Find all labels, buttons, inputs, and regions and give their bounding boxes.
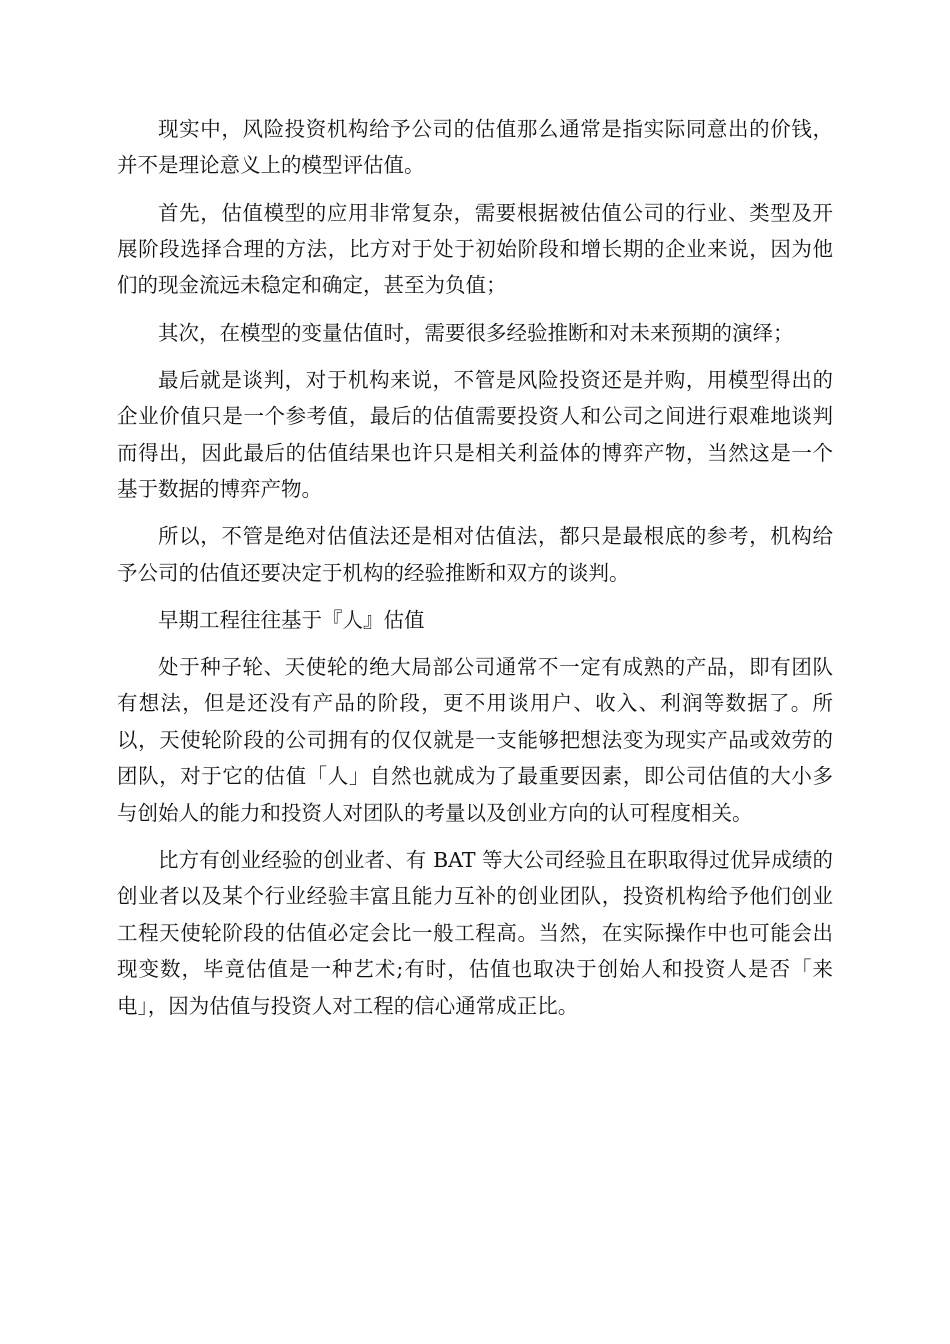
paragraph-first-model-complexity: 首先，估值模型的应用非常复杂，需要根据被估值公司的行业、类型及开展阶段选择合理的方法，比方对于处于初始阶段和增长期的企业来说，因为他们的现金流远未稳定和确定，甚至为负值；	[117, 200, 833, 298]
paragraph-second-variables: 其次，在模型的变量估值时，需要很多经验推断和对未来预期的演绎；	[158, 320, 794, 345]
paragraph-valuation-reality: 现实中，风险投资机构给予公司的估值那么通常是指实际同意出的价钱，并不是理论意义上的模型评估值。	[117, 117, 833, 178]
paragraph-conclusion: 所以，不管是绝对估值法还是相对估值法，都只是最根底的参考，机构给予公司的估值还要决定于机构的经验推断和双方的谈判。	[117, 524, 833, 585]
paragraph-seed-angel-stage: 处于种子轮、天使轮的绝大局部公司通常不一定有成熟的产品，即有团队有想法，但是还没有产品的阶段，更不用谈用户、收入、利润等数据了。所以，天使轮阶段的公司拥有的仅仅就是一支能够把想法变为现实产品或效劳的团队，对于它的估值「人」自然也就成为了最重要因素，即公司估值的大小多与创始人的能力和投资人对团队的考量以及创业方向的认可程度相关。	[117, 655, 833, 825]
paragraph-last-negotiation: 最后就是谈判，对于机构来说，不管是风险投资还是并购，用模型得出的企业价值只是一个参考值，最后的估值需要投资人和公司之间进行艰难地谈判而得出，因此最后的估值结果也许只是相关利益体的博弈产物，当然这是一个基于数据的博弈产物。	[117, 367, 833, 502]
section-heading-early-projects: 早期工程往往基于『人』估值	[158, 607, 425, 632]
document-body	[117, 111, 833, 1035]
paragraph-experienced-founders: 比方有创业经验的创业者、有 BAT 等大公司经验且在职取得过优异成绩的创业者以及某个行业经验丰富且能力互补的创业团队，投资机构给予他们创业工程天使轮阶段的估值必定会比一般工程高。当然，在实际操作中也可能会出现变数，毕竟估值是一种艺术;有时，估值也取决于创始人和投资人是否「来电」，因为估值与投资人对工程的信心通常成正比。	[117, 847, 833, 1018]
